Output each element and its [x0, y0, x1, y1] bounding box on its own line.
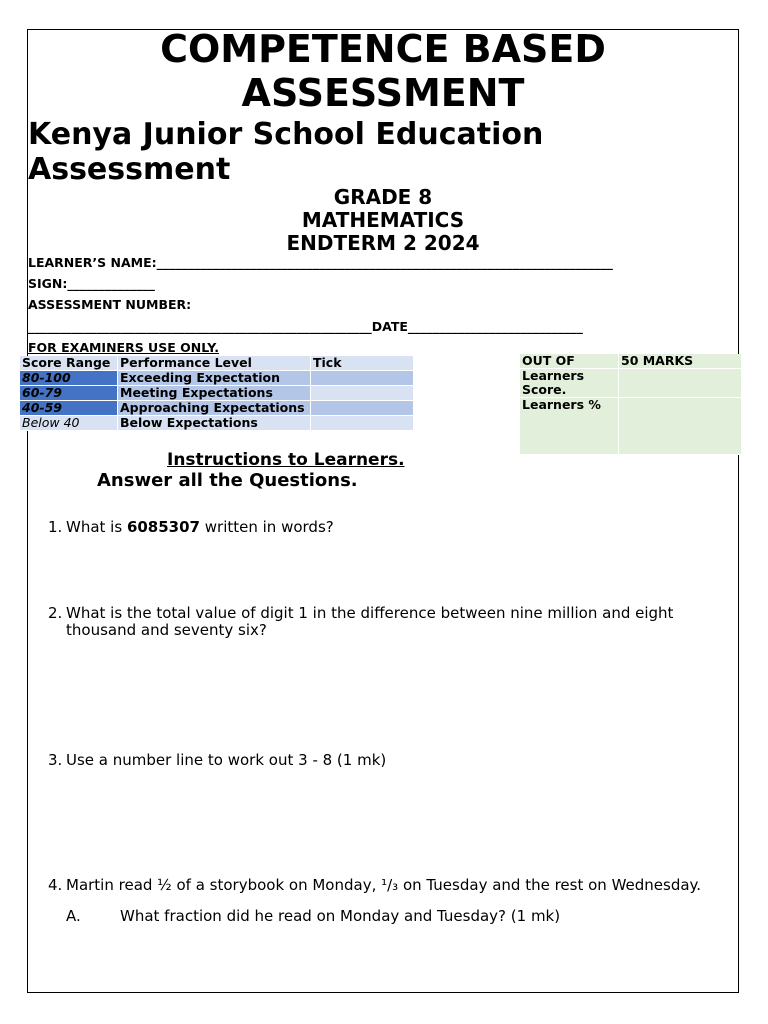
question-4: [48, 877, 701, 894]
performance-level-cell: Approaching Expectations: [118, 401, 311, 416]
question-2: [48, 604, 674, 645]
score-table-header: [20, 356, 414, 371]
subtitle-line-2: Assessment: [28, 152, 231, 187]
marks-row: [520, 369, 742, 398]
question-1-number-value: 6085307: [126, 518, 200, 536]
question-text: What is the total value of digit 1 in the difference between nine million and eight thousand and seventy six?: [66, 604, 674, 639]
learners-score-value[interactable]: [619, 369, 742, 398]
question-1-pre: What is: [66, 518, 127, 536]
marks-table: [520, 354, 742, 455]
score-range-cell: Below 40: [20, 416, 118, 431]
question-4-part-a: [66, 908, 560, 925]
learners-score-label-line1: Learners: [522, 368, 585, 383]
header-performance-level: Performance Level: [118, 356, 311, 371]
question-number: 3.: [48, 751, 63, 769]
header-tick: Tick: [311, 356, 414, 371]
learners-percent-label: Learners %: [520, 398, 619, 455]
question-1-post: written in words?: [200, 518, 334, 536]
score-range-cell: 80-100: [20, 371, 118, 386]
title-line-2: ASSESSMENT: [241, 71, 525, 115]
tick-cell[interactable]: [311, 416, 414, 431]
tick-cell[interactable]: [311, 371, 414, 386]
question-number: 4.: [48, 876, 63, 894]
part-text: What fraction did he read on Monday and Tuesday? (1 mk): [120, 907, 561, 925]
performance-level-cell: Below Expectations: [118, 416, 311, 431]
score-table: [20, 356, 414, 431]
date-field[interactable]: _______________________________________________________DATE____________________________: [28, 319, 583, 334]
question-number: 1.: [48, 518, 63, 536]
total-marks: 50 MARKS: [619, 354, 742, 369]
marks-row: [520, 354, 742, 369]
question-number: 2.: [48, 604, 63, 622]
sign-field[interactable]: SIGN:______________: [28, 276, 155, 291]
header-score-range: Score Range: [20, 356, 118, 371]
question-text: Use a number line to work out 3 - 8 (1 mk): [66, 751, 387, 769]
title-line-1: COMPETENCE BASED: [160, 27, 606, 71]
question-1: [48, 519, 334, 536]
performance-level-cell: Meeting Expectations: [118, 386, 311, 401]
question-3: [48, 752, 386, 769]
table-row: [20, 416, 414, 431]
instructions-title: Instructions to Learners.: [167, 450, 405, 470]
subject-heading: MATHEMATICS: [301, 208, 465, 232]
question-text: Martin read ½ of a storybook on Monday, ¹/₃ on Tuesday and the rest on Wednesday.: [66, 876, 702, 894]
tick-cell[interactable]: [311, 401, 414, 416]
score-range-cell: 40-59: [20, 401, 118, 416]
learner-name-field[interactable]: LEARNER’S NAME:_________________________________________________________________________: [28, 255, 613, 270]
term-heading: ENDTERM 2 2024: [286, 231, 480, 255]
table-row: [20, 401, 414, 416]
learners-score-label-line2: Score.: [522, 382, 567, 397]
table-row: [20, 386, 414, 401]
marks-row: [520, 398, 742, 455]
learners-percent-value[interactable]: [619, 398, 742, 455]
tick-cell[interactable]: [311, 386, 414, 401]
subtitle-line-1: Kenya Junior School Education: [28, 117, 544, 152]
assessment-number-label: ASSESSMENT NUMBER:: [28, 297, 192, 312]
out-of-label: OUT OF: [520, 354, 619, 369]
performance-level-cell: Exceeding Expectation: [118, 371, 311, 386]
score-range-cell: 60-79: [20, 386, 118, 401]
table-row: [20, 371, 414, 386]
grade-heading: GRADE 8: [333, 185, 433, 209]
part-label: A.: [66, 907, 81, 925]
instructions-text: Answer all the Questions.: [97, 470, 358, 491]
examiners-label: FOR EXAMINERS USE ONLY.: [28, 340, 219, 355]
learners-score-label: [520, 369, 619, 398]
